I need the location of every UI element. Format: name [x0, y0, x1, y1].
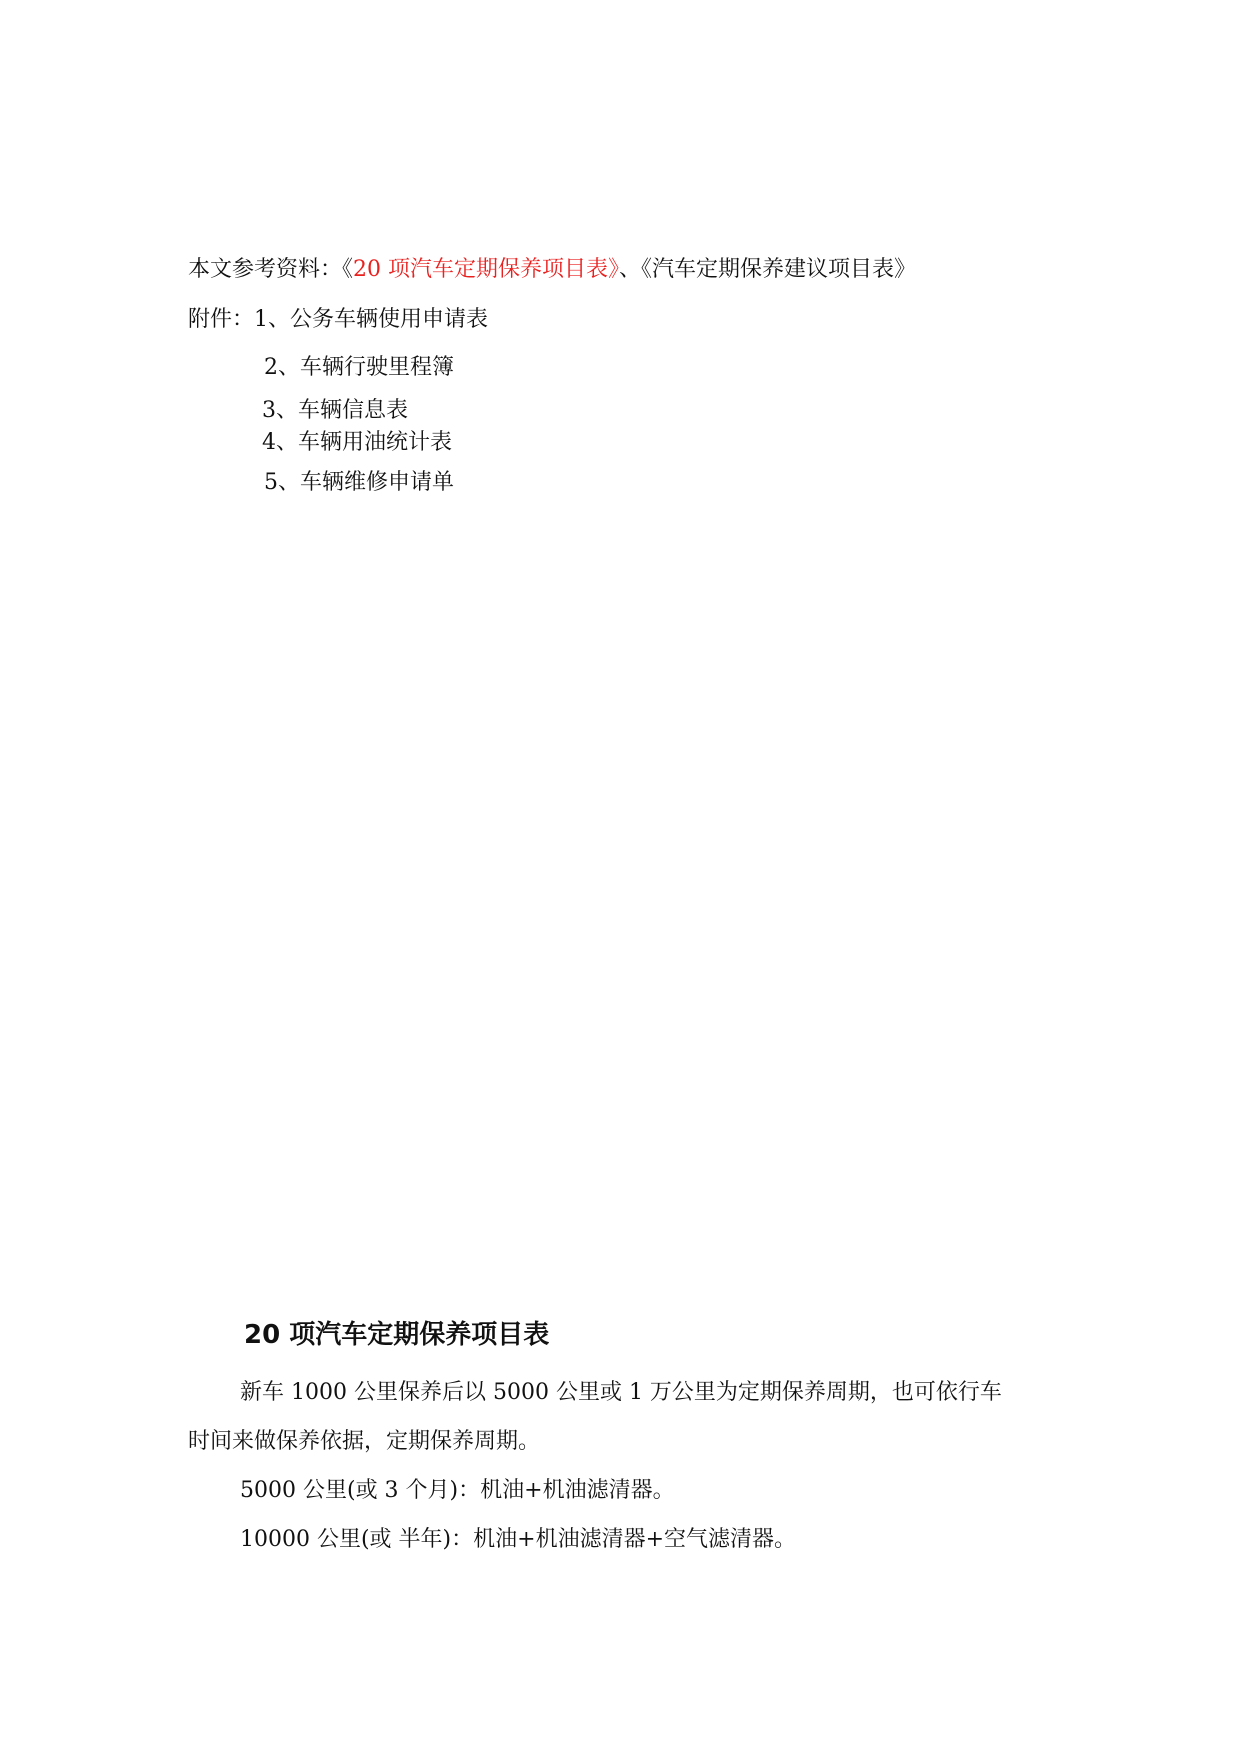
body-paragraph: 10000 公里(或 半年)：机油+机油滤清器+空气滤清器。	[240, 1527, 797, 1552]
body-paragraph: 新车 1000 公里保养后以 5000 公里或 1 万公里为定期保养周期，也可依行车	[240, 1380, 1002, 1405]
attachment-item: 5、车辆维修申请单	[264, 470, 454, 495]
references-line	[188, 255, 916, 285]
references-prefix: 本文参考资料：《	[188, 257, 354, 282]
references-separator: 、	[619, 257, 642, 282]
attachment-item: 3、车辆信息表	[262, 398, 408, 423]
body-paragraph: 5000 公里(或 3 个月)：机油+机油滤清器。	[240, 1478, 675, 1503]
attachment-item: 1、公务车辆使用申请表	[254, 307, 489, 332]
attachment-item: 2、车辆行驶里程簿	[264, 355, 454, 380]
attachment-item: 4、车辆用油统计表	[262, 430, 452, 455]
attachments-line	[188, 305, 488, 335]
reference-link-suggested-table[interactable]: 《汽车定期保养建议项目表》	[641, 257, 917, 282]
attachments-label: 附件：	[188, 307, 255, 332]
section-title: 20 项汽车定期保养项目表	[244, 1320, 550, 1350]
body-paragraph-continuation: 时间来做保养依据，定期保养周期。	[188, 1429, 541, 1454]
reference-link-maintenance-table[interactable]: 20 项汽车定期保养项目表》	[353, 257, 620, 282]
